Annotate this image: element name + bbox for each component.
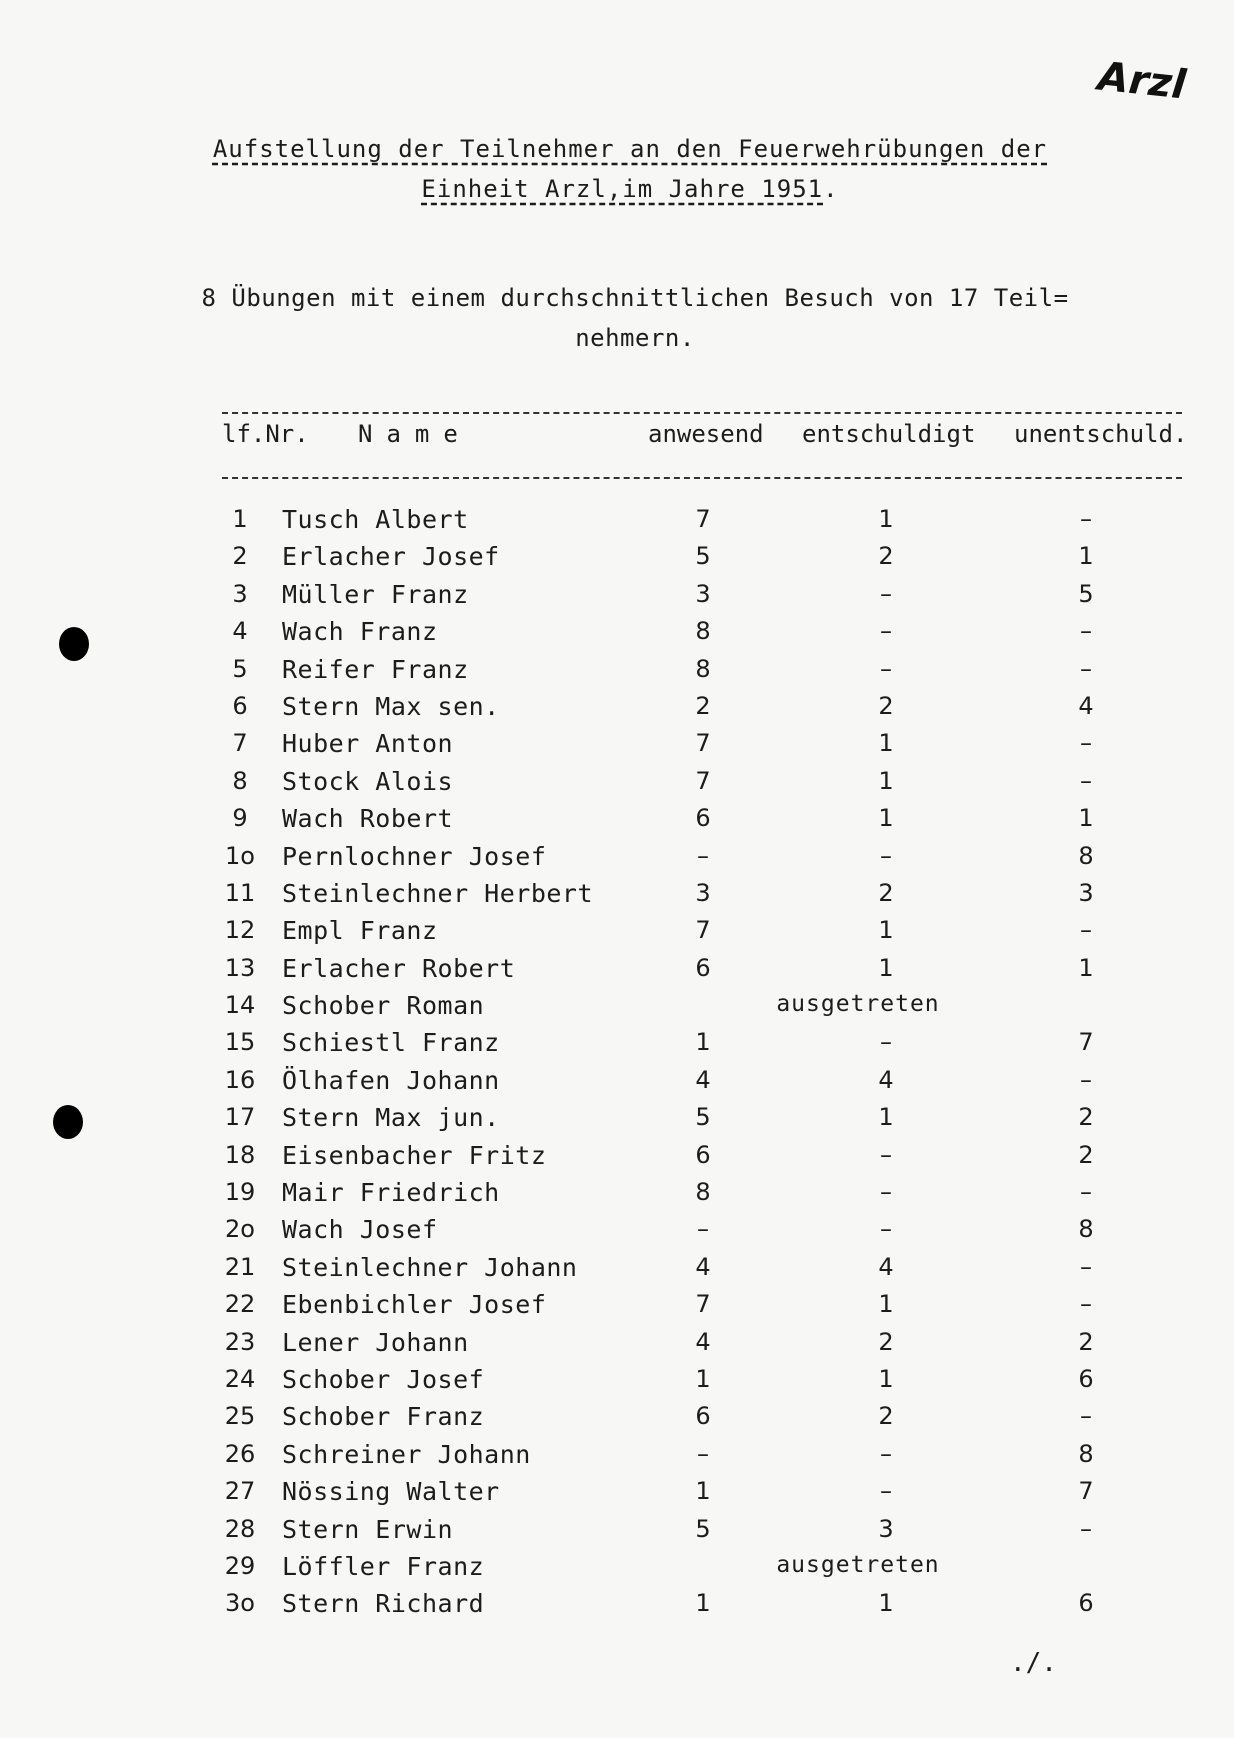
title-line-1: Aufstellung der Teilnehmer an den Feuerwehrübungen der: [212, 135, 1048, 163]
summary-line-2: nehmern.: [575, 324, 695, 352]
row-nr: 5: [232, 654, 248, 683]
table-row: [0, 1141, 1234, 1178]
row-note: ausgetreten: [776, 991, 940, 1018]
row-entschuldigt: 1: [878, 1290, 894, 1319]
row-unentschuldigt: 2: [1078, 1327, 1094, 1356]
row-entschuldigt: 2: [878, 1402, 894, 1431]
row-anwesend: 7: [695, 1290, 711, 1319]
row-nr: 15: [224, 1028, 256, 1057]
row-nr: 16: [224, 1065, 256, 1094]
row-name: Schober Josef: [282, 1364, 485, 1394]
row-anwesend: 2: [695, 691, 711, 720]
row-name: Reifer Franz: [282, 654, 469, 684]
row-name: Ebenbichler Josef: [282, 1290, 547, 1320]
row-entschuldigt: –: [880, 617, 892, 646]
row-nr: 17: [224, 1103, 256, 1132]
row-entschuldigt: –: [880, 1178, 892, 1207]
row-unentschuldigt: –: [1080, 1065, 1092, 1094]
row-entschuldigt: 1: [878, 729, 894, 758]
row-unentschuldigt: 4: [1078, 691, 1094, 720]
row-name: Löffler Franz: [282, 1551, 485, 1581]
row-name: Stern Erwin: [282, 1514, 454, 1544]
row-entschuldigt: 4: [878, 1252, 894, 1281]
row-entschuldigt: –: [880, 1140, 892, 1169]
table-row: [0, 916, 1234, 953]
row-name: Schiestl Franz: [282, 1028, 500, 1058]
row-entschuldigt: 2: [878, 1327, 894, 1356]
row-unentschuldigt: –: [1080, 1402, 1092, 1431]
header-name: Name: [358, 420, 472, 448]
row-name: Erlacher Josef: [282, 542, 500, 572]
table-row: [0, 1365, 1234, 1402]
row-anwesend: 1: [695, 1477, 711, 1506]
row-entschuldigt: 1: [878, 1103, 894, 1132]
row-name: Wach Franz: [282, 617, 438, 647]
row-name: Stern Max sen.: [282, 691, 500, 721]
row-entschuldigt: –: [880, 1439, 892, 1468]
row-anwesend: 7: [695, 505, 711, 533]
row-nr: 2: [232, 542, 248, 571]
table-row: [0, 842, 1234, 879]
table-row: [0, 505, 1234, 542]
summary-text: [200, 278, 1070, 358]
row-anwesend: 8: [695, 654, 711, 683]
row-nr: 1: [232, 505, 248, 533]
row-anwesend: 3: [695, 579, 711, 608]
row-nr: 22: [224, 1290, 256, 1319]
table-header: [0, 420, 1234, 460]
row-unentschuldigt: –: [1080, 505, 1092, 533]
row-nr: 25: [224, 1402, 256, 1431]
row-anwesend: 8: [695, 1178, 711, 1207]
row-unentschuldigt: 8: [1078, 841, 1094, 870]
table-row: [0, 580, 1234, 617]
row-anwesend: –: [697, 1439, 709, 1468]
row-unentschuldigt: –: [1080, 1290, 1092, 1319]
row-entschuldigt: –: [880, 1215, 892, 1244]
header-unentschuldigt: unentschuld.: [1014, 420, 1188, 448]
row-name: Schreiner Johann: [282, 1439, 531, 1469]
row-unentschuldigt: 8: [1078, 1439, 1094, 1468]
table-row: [0, 954, 1234, 991]
row-nr: 13: [224, 953, 256, 982]
row-nr: 27: [224, 1477, 256, 1506]
table-row: [0, 1253, 1234, 1290]
row-note: ausgetreten: [776, 1551, 940, 1578]
row-anwesend: 7: [695, 916, 711, 945]
punch-hole: [53, 1105, 83, 1139]
row-nr: 11: [224, 878, 256, 907]
row-anwesend: 1: [695, 1589, 711, 1618]
header-nr: lf.Nr.: [222, 420, 309, 448]
row-name: Stern Richard: [282, 1589, 485, 1619]
row-name: Steinlechner Herbert: [282, 878, 594, 908]
row-name: Wach Robert: [282, 804, 454, 834]
row-anwesend: 5: [695, 542, 711, 571]
row-entschuldigt: 2: [878, 878, 894, 907]
row-unentschuldigt: 3: [1078, 878, 1094, 907]
row-anwesend: 4: [695, 1327, 711, 1356]
row-anwesend: –: [697, 841, 709, 870]
row-name: Empl Franz: [282, 916, 438, 946]
row-nr: 3: [232, 579, 248, 608]
table-row: [0, 1402, 1234, 1439]
row-unentschuldigt: –: [1080, 729, 1092, 758]
row-unentschuldigt: 7: [1078, 1477, 1094, 1506]
table-row: [0, 1103, 1234, 1140]
row-anwesend: 5: [695, 1514, 711, 1543]
row-unentschuldigt: 6: [1078, 1589, 1094, 1618]
row-name: Müller Franz: [282, 579, 469, 609]
handwritten-note: Arzl: [1095, 53, 1188, 109]
row-unentschuldigt: –: [1080, 766, 1092, 795]
table-row: [0, 1328, 1234, 1365]
row-entschuldigt: –: [880, 579, 892, 608]
row-nr: 2o: [225, 1215, 255, 1244]
row-name: Eisenbacher Fritz: [282, 1140, 547, 1170]
row-unentschuldigt: –: [1080, 617, 1092, 646]
row-anwesend: 7: [695, 729, 711, 758]
row-nr: 21: [224, 1252, 256, 1281]
row-unentschuldigt: –: [1080, 1178, 1092, 1207]
row-entschuldigt: 1: [878, 766, 894, 795]
row-nr: 18: [224, 1140, 256, 1169]
row-entschuldigt: 1: [878, 1364, 894, 1393]
row-name: Wach Josef: [282, 1215, 438, 1245]
row-nr: 28: [224, 1514, 256, 1543]
row-name: Nössing Walter: [282, 1477, 500, 1507]
table-row: [0, 1178, 1234, 1215]
row-unentschuldigt: 5: [1078, 579, 1094, 608]
row-name: Lener Johann: [282, 1327, 469, 1357]
row-nr: 29: [224, 1551, 256, 1580]
header-rule-top: [222, 412, 1182, 414]
row-unentschuldigt: –: [1080, 654, 1092, 683]
row-nr: 23: [224, 1327, 256, 1356]
row-anwesend: 8: [695, 617, 711, 646]
row-anwesend: 6: [695, 1140, 711, 1169]
row-name: Ölhafen Johann: [282, 1065, 500, 1095]
row-anwesend: 6: [695, 804, 711, 833]
row-entschuldigt: –: [880, 654, 892, 683]
row-unentschuldigt: 2: [1078, 1140, 1094, 1169]
row-nr: 9: [232, 804, 248, 833]
row-name: Steinlechner Johann: [282, 1252, 578, 1282]
row-name: Tusch Albert: [282, 505, 469, 534]
header-rule-bottom: [222, 477, 1182, 479]
table-row: [0, 804, 1234, 841]
table-row: [0, 617, 1234, 654]
row-nr: 24: [224, 1364, 256, 1393]
table-row: [0, 1028, 1234, 1065]
row-anwesend: 3: [695, 878, 711, 907]
row-entschuldigt: –: [880, 1028, 892, 1057]
table-row: [0, 655, 1234, 692]
table-row: [0, 1589, 1234, 1626]
title-line-2: Einheit Arzl,im Jahre 1951.: [421, 175, 839, 203]
row-unentschuldigt: 1: [1078, 542, 1094, 571]
row-nr: 4: [232, 617, 248, 646]
row-unentschuldigt: –: [1080, 1514, 1092, 1543]
row-entschuldigt: 2: [878, 691, 894, 720]
row-anwesend: 1: [695, 1028, 711, 1057]
table-row: [0, 1552, 1234, 1589]
table-row: [0, 991, 1234, 1028]
punch-hole: [59, 627, 89, 661]
row-nr: 1o: [225, 841, 255, 870]
table-row: [0, 542, 1234, 579]
row-name: Huber Anton: [282, 729, 454, 759]
row-entschuldigt: 1: [878, 804, 894, 833]
row-entschuldigt: 1: [878, 1589, 894, 1618]
continuation-mark: ./.: [1010, 1648, 1057, 1678]
row-name: Stock Alois: [282, 766, 454, 796]
row-anwesend: –: [697, 1215, 709, 1244]
row-nr: 12: [224, 916, 256, 945]
row-unentschuldigt: 7: [1078, 1028, 1094, 1057]
header-entschuldigt: entschuldigt: [802, 420, 976, 448]
table-row: [0, 1515, 1234, 1552]
row-entschuldigt: –: [880, 1477, 892, 1506]
table-row: [0, 1290, 1234, 1327]
row-entschuldigt: 2: [878, 542, 894, 571]
row-name: Stern Max jun.: [282, 1103, 500, 1133]
table-row: [0, 729, 1234, 766]
row-entschuldigt: 3: [878, 1514, 894, 1543]
row-unentschuldigt: 1: [1078, 804, 1094, 833]
row-nr: 7: [232, 729, 248, 758]
row-unentschuldigt: 2: [1078, 1103, 1094, 1132]
row-nr: 3o: [225, 1589, 255, 1618]
row-unentschuldigt: 6: [1078, 1364, 1094, 1393]
row-nr: 14: [224, 991, 256, 1020]
row-entschuldigt: –: [880, 841, 892, 870]
table-row: [0, 692, 1234, 729]
row-anwesend: 1: [695, 1364, 711, 1393]
row-entschuldigt: 1: [878, 505, 894, 533]
row-anwesend: 6: [695, 1402, 711, 1431]
summary-line-1: 8 Übungen mit einem durchschnittlichen Besuch von 17 Teil=: [201, 284, 1069, 312]
table-row: [0, 767, 1234, 804]
row-anwesend: 7: [695, 766, 711, 795]
row-nr: 6: [232, 691, 248, 720]
row-nr: 19: [224, 1178, 256, 1207]
row-nr: 8: [232, 766, 248, 795]
row-name: Schober Roman: [282, 991, 485, 1021]
table-row: [0, 1477, 1234, 1514]
row-unentschuldigt: –: [1080, 916, 1092, 945]
row-unentschuldigt: 8: [1078, 1215, 1094, 1244]
row-name: Schober Franz: [282, 1402, 485, 1432]
row-nr: 26: [224, 1439, 256, 1468]
row-anwesend: 6: [695, 953, 711, 982]
table-row: [0, 1066, 1234, 1103]
row-name: Mair Friedrich: [282, 1178, 500, 1208]
row-unentschuldigt: 1: [1078, 953, 1094, 982]
row-entschuldigt: 1: [878, 916, 894, 945]
table-row: [0, 1215, 1234, 1252]
row-unentschuldigt: –: [1080, 1252, 1092, 1281]
row-entschuldigt: 1: [878, 953, 894, 982]
row-name: Pernlochner Josef: [282, 841, 547, 871]
row-name: Erlacher Robert: [282, 953, 516, 983]
table-body: [0, 505, 1234, 1627]
row-anwesend: 4: [695, 1065, 711, 1094]
row-anwesend: 4: [695, 1252, 711, 1281]
row-entschuldigt: 4: [878, 1065, 894, 1094]
header-anwesend: anwesend: [648, 420, 764, 448]
row-anwesend: 5: [695, 1103, 711, 1132]
table-row: [0, 1440, 1234, 1477]
table-row: [0, 879, 1234, 916]
